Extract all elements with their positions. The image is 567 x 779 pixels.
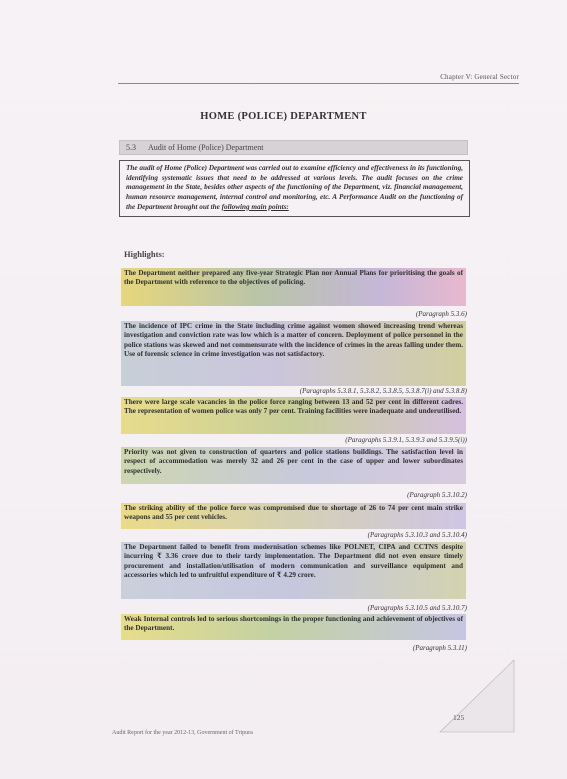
highlight-5-ref: (Paragraphs 5.3.10.3 and 5.3.10.4) [367, 531, 467, 539]
chapter-label: Chapter V: General Sector [440, 73, 519, 81]
highlight-7-ref: (Paragraph 5.3.11) [412, 644, 467, 652]
highlight-4-ref: (Paragraph 5.3.10.2) [407, 491, 467, 499]
department-title: HOME (POLICE) DEPARTMENT [200, 111, 367, 122]
highlight-7: Weak Internal controls led to serious shortcomings in the proper functioning and achievement of objectives of the Department. [121, 614, 466, 640]
page-number: 125 [453, 713, 465, 722]
section-title: Audit of Home (Police) Department [148, 143, 264, 152]
intro-text: The audit of Home (Police) Department was carried out to examine efficiency and effectiveness in its functioning, identifying systematic issues that need to be addressed at various levels. The audit focuses on the crime management in the State, besides other aspects of the functioning of the Department, viz. financial management, human resource management, internal control and monitoring, etc. A Performance Audit on the functioning of the Department brought out the [126, 164, 463, 211]
highlight-3: There were large scale vacancies in the police force ranging between 13 and 52 per cent in different cadres. The representation of women police was only 7 per cent. Training facilities were inadequate and underutilised. [121, 397, 466, 434]
highlight-6-ref: (Paragraphs 5.3.10.5 and 5.3.10.7) [367, 604, 467, 612]
highlight-1: The Department neither prepared any five-year Strategic Plan nor Annual Plans for prioritising the goals of the Department with reference to the objectives of policing. [121, 268, 466, 306]
highlight-6: The Department failed to benefit from modernisation schemes like POLNET, CIPA and CCTNS despite incurring ₹ 3.36 crore due to their tardy implementation. The Department did not even ensure timely procurement and installation/utilisation of modern communication and surveillance equipment and accessories which led to unfruitful expenditure of ₹ 4.29 crore. [121, 542, 466, 599]
section-number: 5.3 [126, 143, 136, 152]
highlight-5: The striking ability of the police force was compromised due to shortage of 26 to 74 per cent main strike weapons and 55 per cent vehicles. [121, 503, 466, 529]
highlight-2: The incidence of IPC crime in the State including crime against women showed increasing trend whereas investigation and conviction rate was low which is a matter of concern. Deployment of police personnel in the police stations was skewed and not commensurate with the incidence of crimes in the areas falling under them. Use of forensic science in crime investigation was not satisfactory. [121, 321, 466, 386]
highlight-1-ref: (Paragraph 5.3.6) [415, 310, 467, 318]
intro-text-underlined: following main points: [221, 202, 289, 211]
highlight-3-ref: (Paragraphs 5.3.9.1, 5.3.9.3 and 5.3.9.5(i)) [345, 436, 467, 444]
highlights-heading: Highlights: [124, 249, 165, 259]
highlight-2-ref: (Paragraphs 5.3.8.1, 5.3.8.2, 5.3.8.5, 5.3.8.7(i) and 5.3.8.8) [299, 387, 467, 395]
highlight-4: Priority was not given to construction of quarters and police stations buildings. The satisfaction level in respect of accommodation was merely 32 and 26 per cent in the case of upper and lower subordinates respectively. [121, 447, 466, 484]
footer-report: Audit Report for the year 2012-13, Government of Tripura [112, 730, 253, 736]
